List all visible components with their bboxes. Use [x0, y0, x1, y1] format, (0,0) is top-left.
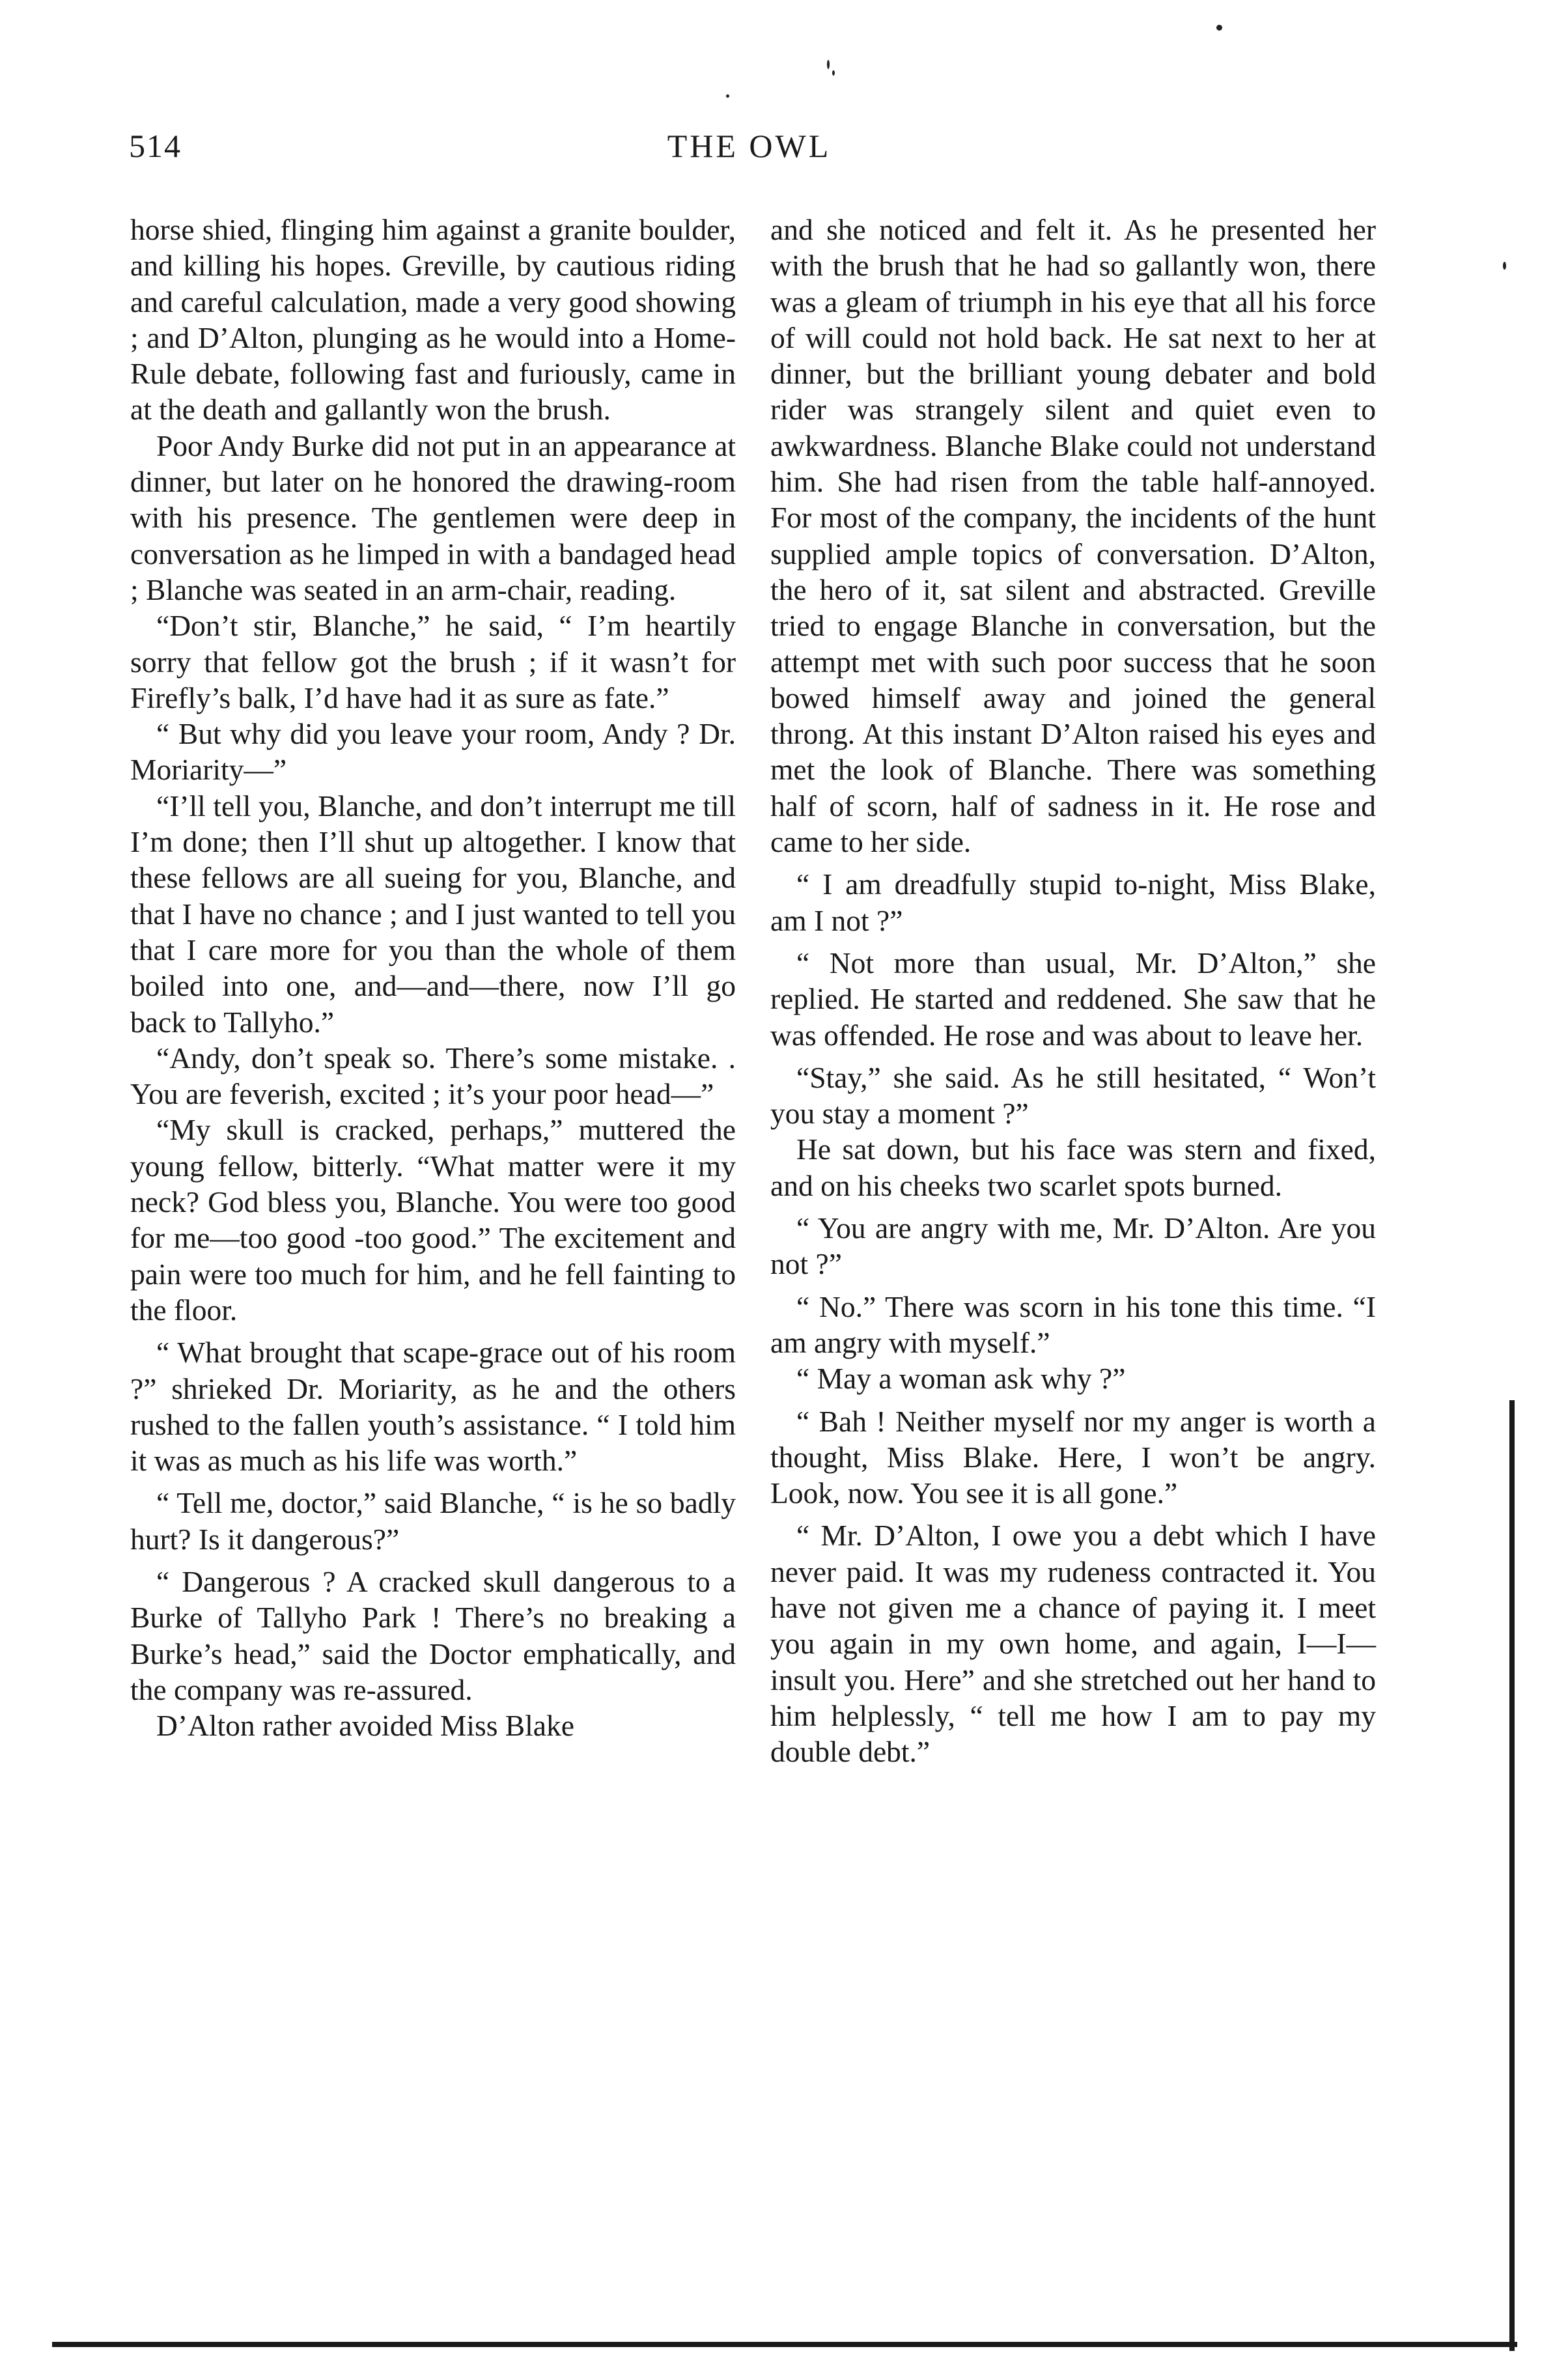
scan-speck: [832, 70, 835, 76]
paragraph: “Stay,” she said. As he still hesitated, “ Won’t you stay a moment ?”: [770, 1060, 1376, 1131]
paragraph: “ Bah ! Neither myself nor my anger is worth a thought, Miss Blake. Here, I won’t be angry. Look, now. You see it is all gone.”: [770, 1404, 1376, 1510]
paragraph: “ What brought that scape-grace out of his room ?” shrieked Dr. Moriarity, as he and the others rushed to the fallen youth’s assistance. “ I told him it was as much as his life was worth.”: [130, 1336, 736, 1478]
paragraph: “ But why did you leave your room, Andy ? Dr. Moriarity—”: [130, 717, 736, 787]
paragraph: “ Not more than usual, Mr. D’Alton,” she replied. He started and reddened. She saw that he was offended. He rose and was about to leave her.: [770, 946, 1376, 1052]
scan-speck: [726, 94, 729, 98]
paragraph: “My skull is cracked, perhaps,” muttered the young fellow, bitterly. “What matter were it my neck? God bless you, Blanche. You were too good for me—too good -too good.” The excitement and pain were too much for him, and he fell fainting to the floor.: [130, 1113, 736, 1327]
paragraph: “ You are angry with me, Mr. D’Alton. Are you not ?”: [770, 1211, 1376, 1281]
scan-speck: [827, 60, 830, 69]
paragraph: “ I am dreadfully stupid to-night, Miss Blake, am I not ?”: [770, 867, 1376, 937]
paragraph: “ No.” There was scorn in his tone this time. “I am angry with myself.”: [770, 1289, 1376, 1359]
scan-speck: [1503, 262, 1506, 270]
paragraph: “Andy, don’t speak so. There’s some mistake. . You are feverish, excited ; it’s your poor head—”: [130, 1041, 736, 1111]
page-number: 514: [129, 128, 182, 164]
bottom-rule: [52, 2342, 1517, 2347]
page-edge-line: [1509, 1400, 1515, 2351]
paragraph: “I’ll tell you, Blanche, and don’t interrupt me till I’m done; then I’ll shut up altogether. I know that these fellows are all sueing for you, Blanche, and that I have no chance ; and I just wanted to tell you that I care more for you than the whole of them boiled into one, and—and—there, now I’ll go back to Tallyho.”: [130, 789, 736, 1039]
paragraph: “Don’t stir, Blanche,” he said, “ I’m heartily sorry that fellow got the brush ; if it wasn’t for Firefly’s balk, I’d have had it as sure as fate.”: [130, 609, 736, 714]
paragraph: “ May a woman ask why ?”: [796, 1362, 1126, 1396]
left-column: [130, 212, 736, 1743]
paragraph: and she noticed and felt it. As he presented her with the brush that he had so gallantly won, there was a gleam of triumph in his eye that all his force of will could not hold back. He sat next to her at dinner, but the brilliant young debater and bold rider was strangely silent and quiet even to awkwardness. Blanche Blake could not understand him. She had risen from the table half-annoyed. For most of the company, the incidents of the hunt supplied ample topics of conversation. D’Alton, the hero of it, sat silent and abstracted. Greville tried to engage Blanche in conversation, but the attempt met with such poor success that he soon bowed himself away and joined the general throng. At this instant D’Alton raised his eyes and met the look of Blanche. There was something half of scorn, half of sadness in it. He rose and came to her side.: [770, 213, 1376, 859]
paragraph: “ Tell me, doctor,” said Blanche, “ is he so badly hurt? Is it dangerous?”: [130, 1486, 736, 1556]
right-column: [770, 212, 1376, 1769]
paragraph: He sat down, but his face was stern and fixed, and on his cheeks two scarlet spots burned.: [770, 1133, 1376, 1202]
paragraph: “ Mr. D’Alton, I owe you a debt which I have never paid. It was my rudeness contracted it. You have not given me a chance of paying it. I meet you again in my own home, and again, I—I—insult you. Here” and she stretched out her hand to him helplessly, “ tell me how I am to pay my double debt.”: [770, 1519, 1376, 1769]
page-header: [129, 127, 1369, 173]
paragraph: “ Dangerous ? A cracked skull dangerous to a Burke of Tallyho Park ! There’s no breaking a Burke’s head,” said the Doctor emphatically, and the company was re-assured.: [130, 1564, 736, 1706]
paragraph: Poor Andy Burke did not put in an appearance at dinner, but later on he honored the drawing-room with his presence. The gentlemen were deep in conversation as he limped in with a bandaged head ; Blanche was seated in an arm-chair, reading.: [130, 429, 736, 606]
scan-speck: [1216, 25, 1222, 31]
running-title: THE OWL: [667, 128, 832, 164]
paragraph: horse shied, flinging him against a granite boulder, and killing his hopes. Greville, by cautious riding and careful calculation, made a very good showing ; and D’Alton, plunging as he would into a Home-Rule debate, following fast and furiously, came in at the death and gallantly won the brush.: [130, 213, 736, 427]
paragraph: D’Alton rather avoided Miss Blake: [156, 1709, 574, 1743]
